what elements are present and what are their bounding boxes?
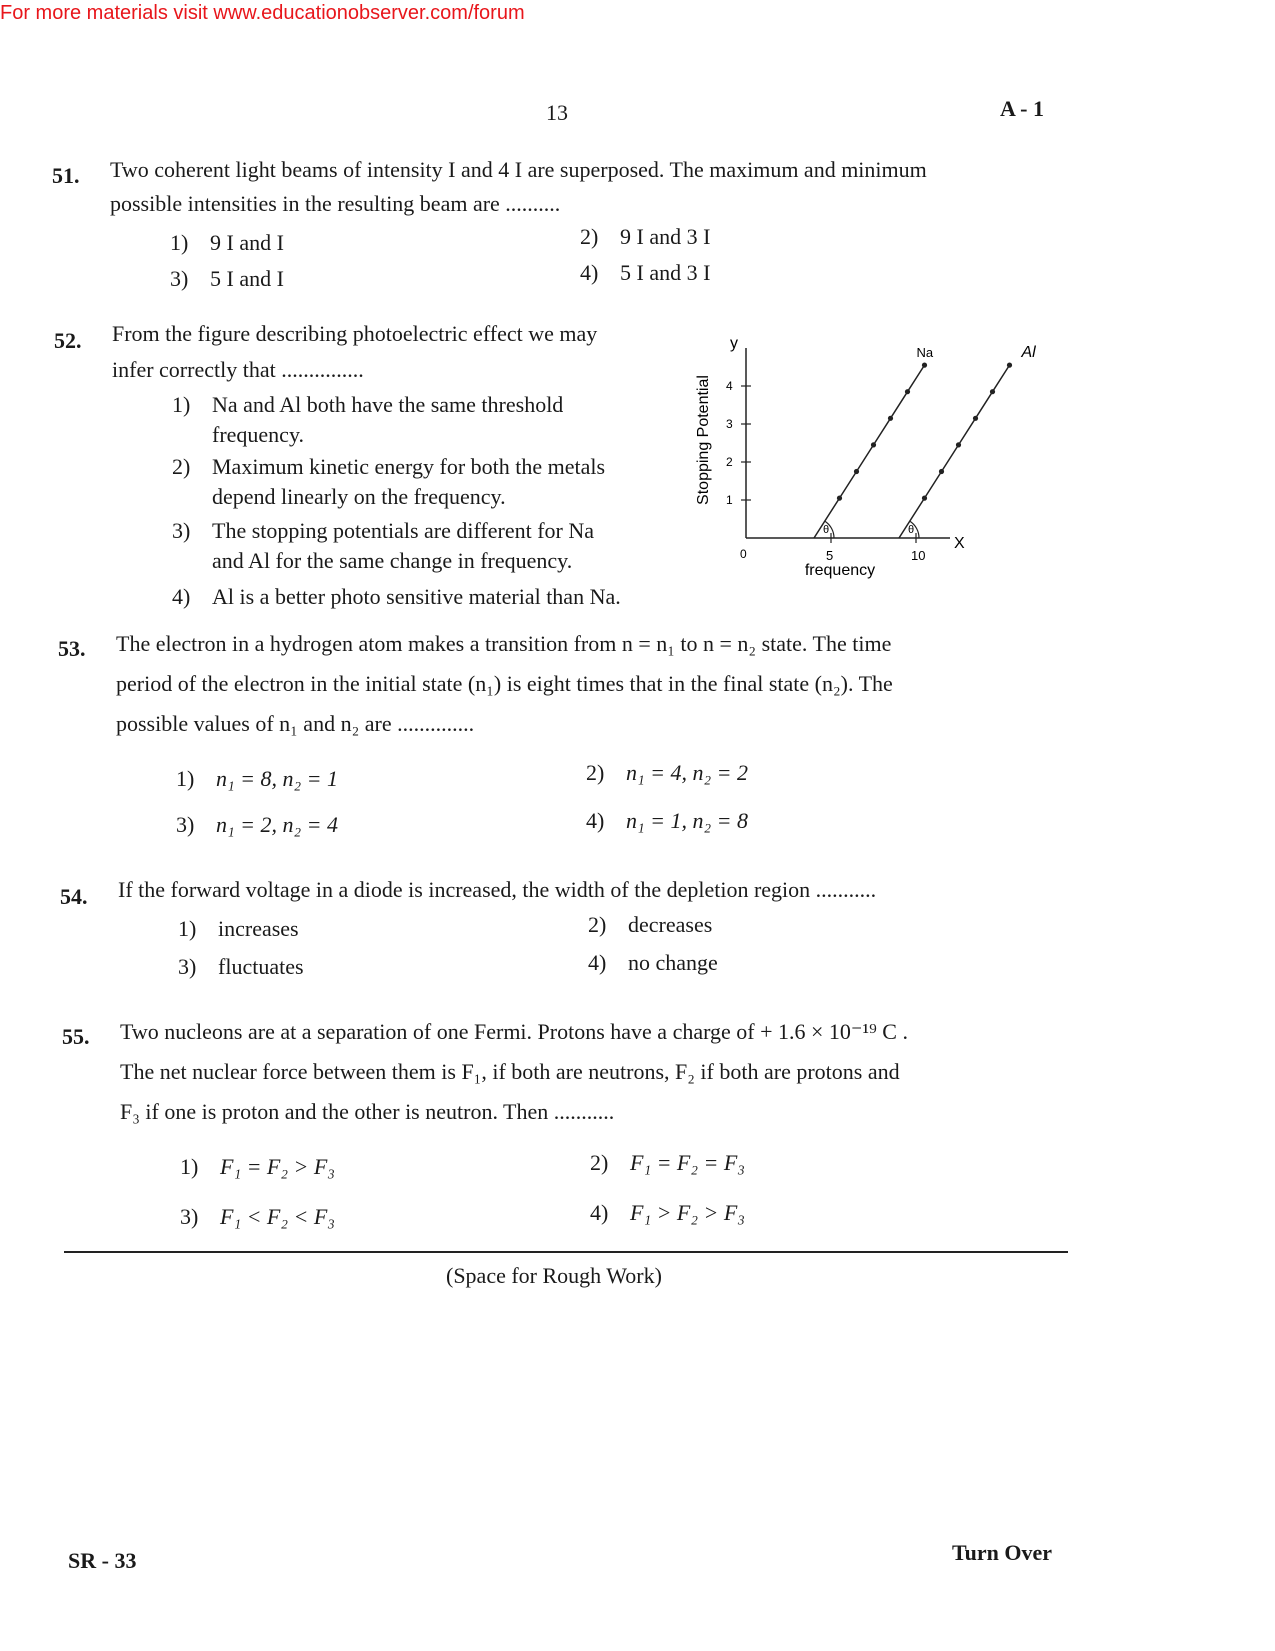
- y-tick-label: 4: [726, 379, 733, 393]
- option-1[interactable]: [178, 916, 299, 942]
- option-text: n₁ = 2, n₂ = 4: [216, 812, 338, 837]
- series-label: Na: [916, 345, 934, 361]
- option-number: 4): [172, 584, 191, 609]
- option-text: decreases: [628, 912, 713, 937]
- question-text-line: Two coherent light beams of intensity I and 4 I are superposed. The maximum and minimum: [110, 157, 927, 182]
- data-point: [1007, 363, 1012, 368]
- option-text: Maximum kinetic energy for both the metals: [212, 454, 606, 479]
- option-number: 4): [586, 808, 605, 833]
- data-point: [854, 469, 859, 474]
- question-text-line: Two nucleons are at a separation of one Fermi. Protons have a charge of + 1.6 × 10⁻¹⁹ C .: [120, 1019, 908, 1044]
- option-number: 2): [586, 760, 605, 785]
- option-number: 1): [172, 392, 191, 417]
- data-point: [837, 496, 842, 501]
- option-text: no change: [628, 950, 718, 975]
- data-point: [990, 389, 995, 394]
- question-text-line: From the figure describing photoelectric effect we may: [112, 321, 598, 346]
- option-number: 1): [178, 916, 197, 941]
- question-number: 51.: [52, 163, 80, 188]
- option-text: Na and Al both have the same threshold: [212, 392, 564, 417]
- data-point: [973, 416, 978, 421]
- x-tick-label: 10: [911, 548, 926, 563]
- photoelectric-chart: [680, 330, 1080, 590]
- option-text: 5 I and 3 I: [620, 260, 711, 285]
- question-text-line: infer correctly that ...............: [112, 357, 364, 382]
- option-text: F₁ = F₂ > F₃: [220, 1154, 335, 1179]
- option-number: 3): [170, 266, 189, 291]
- option-2[interactable]: [588, 912, 712, 938]
- data-point: [939, 469, 944, 474]
- option-text: n₁ = 4, n₂ = 2: [626, 760, 748, 785]
- turn-over-label: Turn Over: [952, 1540, 1053, 1565]
- option-3[interactable]: [180, 1204, 335, 1230]
- y-tick-label: 2: [726, 455, 733, 469]
- option-text: Al is a better photo sensitive material than Na.: [212, 584, 621, 609]
- origin-label: 0: [740, 547, 747, 561]
- option-number: 1): [170, 230, 189, 255]
- data-point: [871, 442, 876, 447]
- option-number: 1): [176, 766, 195, 791]
- option-text: n₁ = 8, n₂ = 1: [216, 766, 338, 791]
- option-text: F₁ > F₂ > F₃: [630, 1200, 745, 1225]
- option-2[interactable]: [590, 1150, 745, 1176]
- rough-work-label: (Space for Rough Work): [446, 1263, 662, 1288]
- angle-label: θ: [823, 524, 830, 536]
- question-text-line: The electron in a hydrogen atom makes a transition from n = n₁ to n = n₂ state. The time: [116, 631, 892, 656]
- option-number: 2): [172, 454, 191, 479]
- option-3[interactable]: [178, 954, 304, 980]
- series-label: Al: [1021, 344, 1036, 362]
- paper-code: A - 1: [1000, 96, 1044, 121]
- data-point: [888, 416, 893, 421]
- paper-series-code: SR - 33: [68, 1548, 137, 1573]
- option-number: 2): [588, 912, 607, 937]
- option-number: 1): [180, 1154, 199, 1179]
- option-3[interactable]: [172, 518, 594, 544]
- option-3-continued: and Al for the same change in frequency.: [212, 548, 573, 573]
- option-2[interactable]: [586, 760, 748, 786]
- option-4[interactable]: [590, 1200, 745, 1226]
- option-text: 5 I and I: [210, 266, 284, 291]
- data-point: [922, 496, 927, 501]
- y-axis-title: Stopping Potential: [695, 375, 712, 505]
- option-number: 2): [590, 1150, 609, 1175]
- option-text: The stopping potentials are different for Na: [212, 518, 595, 543]
- y-axis-letter: y: [730, 335, 738, 352]
- option-3[interactable]: [176, 812, 338, 838]
- option-4[interactable]: [588, 950, 718, 976]
- option-number: 3): [180, 1204, 199, 1229]
- option-1-continued: frequency.: [212, 422, 305, 447]
- option-2-continued: depend linearly on the frequency.: [212, 484, 506, 509]
- option-text: fluctuates: [218, 954, 304, 979]
- data-point: [905, 389, 910, 394]
- data-point: [956, 442, 961, 447]
- question-number: 53.: [58, 636, 86, 661]
- option-4[interactable]: [586, 808, 748, 834]
- option-text: 9 I and I: [210, 230, 284, 255]
- option-number: 4): [588, 950, 607, 975]
- option-1[interactable]: [172, 392, 563, 418]
- option-3[interactable]: [170, 266, 284, 292]
- question-text-line: If the forward voltage in a diode is increased, the width of the depletion region ...........: [118, 877, 877, 902]
- question-number: 55.: [62, 1024, 90, 1049]
- data-point: [922, 363, 927, 368]
- page-number: 13: [546, 100, 568, 125]
- option-text: F₁ = F₂ = F₃: [630, 1150, 745, 1175]
- x-axis-letter: X: [954, 535, 965, 552]
- watermark-link[interactable]: For more materials visit www.educationobserver.com/forum: [0, 2, 525, 24]
- x-axis-title: frequency: [804, 562, 876, 579]
- question-number: 52.: [54, 328, 82, 353]
- option-1[interactable]: [176, 766, 338, 792]
- question-text-line: possible intensities in the resulting beam are ..........: [110, 191, 561, 216]
- y-tick-label: 3: [726, 417, 733, 431]
- option-text: n₁ = 1, n₂ = 8: [626, 808, 748, 833]
- option-number: 3): [172, 518, 191, 543]
- y-tick-label: 1: [726, 493, 733, 507]
- option-number: 2): [580, 224, 599, 249]
- option-text: 9 I and 3 I: [620, 224, 711, 249]
- option-text: increases: [218, 916, 299, 941]
- question-text-line: F₃ if one is proton and the other is neutron. Then ...........: [120, 1099, 615, 1124]
- option-number: 3): [176, 812, 195, 837]
- option-4[interactable]: [172, 584, 621, 610]
- option-number: 3): [178, 954, 197, 979]
- question-text-line: period of the electron in the initial state (n₁) is eight times that in the final state (n₂). The: [116, 671, 893, 696]
- question-number: 54.: [60, 884, 88, 909]
- angle-label: θ: [908, 524, 915, 536]
- x-tick-label: 5: [826, 548, 834, 563]
- option-4[interactable]: [580, 260, 710, 286]
- option-number: 4): [580, 260, 599, 285]
- option-2[interactable]: [580, 224, 710, 250]
- option-number: 4): [590, 1200, 609, 1225]
- question-text-line: The net nuclear force between them is F₁, if both are neutrons, F₂ if both are protons and: [120, 1059, 900, 1084]
- question-text-line: possible values of n₁ and n₂ are ..............: [116, 711, 475, 736]
- option-2[interactable]: [172, 454, 605, 480]
- option-1[interactable]: [180, 1154, 335, 1180]
- option-text: F₁ < F₂ < F₃: [220, 1204, 335, 1229]
- option-1[interactable]: [170, 230, 284, 256]
- divider: [64, 1251, 1068, 1253]
